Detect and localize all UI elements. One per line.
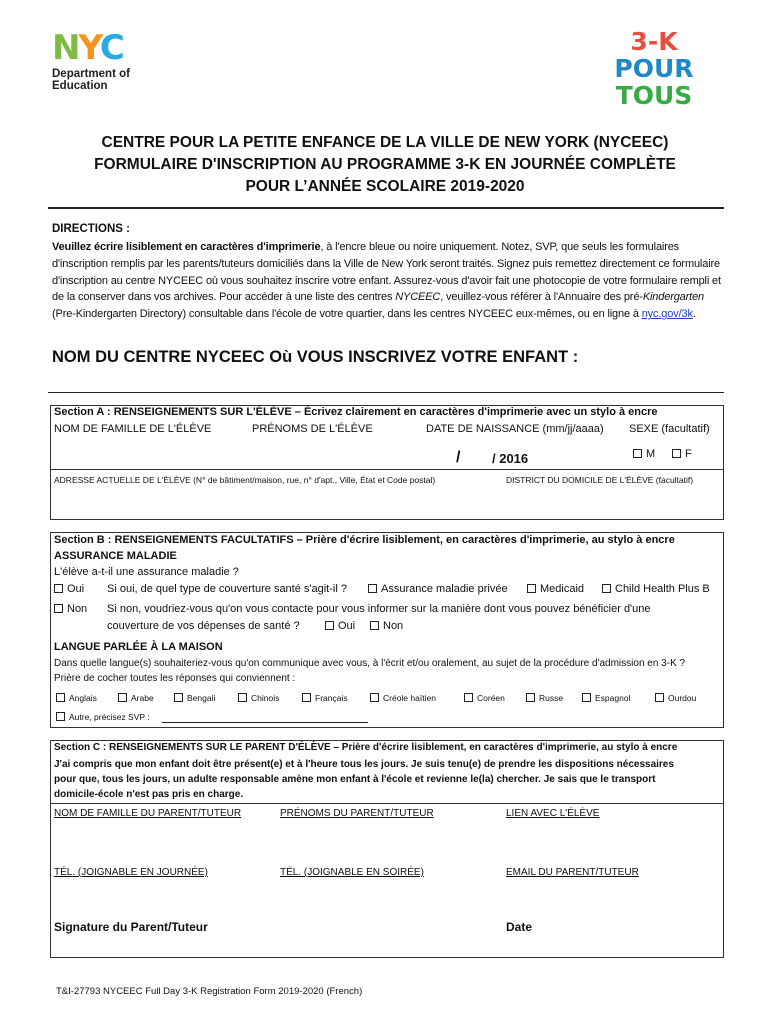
lang-coreen-option[interactable]: [464, 693, 505, 703]
lang-bengali-option[interactable]: [174, 693, 215, 703]
insurance-oui-option[interactable]: [54, 583, 84, 595]
tel-evening-label: TÉL. (JOIGNABLE EN SOIRÉE): [280, 867, 424, 878]
checkbox-icon[interactable]: [118, 693, 127, 702]
contact-question-line2: couverture de vos dépenses de santé ?: [107, 620, 300, 632]
directions-italic1: NYCEEC: [395, 291, 441, 304]
lang-anglais-option[interactable]: [56, 693, 97, 703]
lang-ourdou-label: Ourdou: [668, 693, 697, 703]
lang-espagnol-option[interactable]: [582, 693, 630, 703]
checkbox-icon[interactable]: [368, 584, 377, 593]
checkbox-icon[interactable]: [582, 693, 591, 702]
insurance-type-question: Si oui, de quel type de couverture santé s'agit-il ?: [107, 583, 347, 595]
tel-day-label: TÉL. (JOIGNABLE EN JOURNÉE): [54, 867, 208, 878]
directions-text: [52, 239, 728, 323]
logo-line-3k: 3-K: [630, 27, 678, 56]
insurance-non-label: Non: [67, 603, 88, 615]
private-insurance-option[interactable]: [368, 583, 508, 595]
lang-francais-label: Français: [315, 693, 348, 703]
nyc-doe-logo: [52, 30, 162, 102]
lang-arabe-label: Arabe: [131, 693, 154, 703]
language-note: Prière de cocher toutes les réponses qui conviennent :: [54, 673, 296, 684]
language-heading: LANGUE PARLÉE À LA MAISON: [54, 641, 223, 653]
lang-arabe-option[interactable]: [118, 693, 154, 703]
lang-anglais-label: Anglais: [69, 693, 97, 703]
contact-non-label: Non: [383, 620, 404, 632]
private-insurance-label: Assurance maladie privée: [381, 583, 508, 595]
logo-line-tous: TOUS: [615, 81, 693, 110]
title-line3: POUR L’ANNÉE SCOLAIRE 2019-2020: [245, 178, 525, 195]
lang-bengali-label: Bengali: [187, 693, 216, 703]
center-name-line[interactable]: [48, 392, 724, 393]
insurance-oui-label: Oui: [67, 583, 85, 595]
nyc-logo-y: Y: [78, 28, 100, 68]
student-first-name-label: PRÉNOMS DE L'ÉLÈVE: [252, 423, 373, 435]
title-line1: CENTRE POUR LA PETITE ENFANCE DE LA VILLE DE NEW YORK (NYCEEC): [101, 134, 669, 151]
directions-text1: , à l'encre bleue ou noire uniquement. Notez, SVP, que seuls les formulaires d'inscription remplis par les parents/tuteurs domiciliés dans la Ville de New York seront traités. Signez puis remettez directement ce formulaire d'inscription au centre NYCEEC où vous souhaitez inscrire votre enfant. Assurez-vous d'avoir fait une photocopie de votre formulaire rempli et de la conserver dans vos archives. Pour accéder à une liste des centres: [52, 241, 721, 304]
language-question: Dans quelle langue(s) souhaiteriez-vous qu'on communique avec vous, à l'écrit et/ou oralement, au sujet de la procédure d'admission en 3-K ?: [54, 658, 686, 669]
directions-bold-lead: Veuillez écrire lisiblement en caractères d'imprimerie: [52, 241, 321, 253]
checkbox-icon[interactable]: [370, 693, 379, 702]
doe-line2: Education: [52, 80, 108, 92]
directions-text3: (Pre-Kindergarten Directory) consultable dans l'école de votre quartier, dans les centres NYCEEC eux-mêmes, ou en ligne à: [52, 308, 642, 321]
lang-other-label: Autre, précisez SVP :: [69, 712, 150, 722]
checkbox-icon[interactable]: [602, 584, 611, 593]
checkbox-icon[interactable]: [238, 693, 247, 702]
student-last-name-label: NOM DE FAMILLE DE L'ÉLÈVE: [54, 423, 212, 435]
nyc-logo-letters: [52, 30, 162, 66]
lang-russe-label: Russe: [539, 693, 564, 703]
lang-francais-option[interactable]: [302, 693, 348, 703]
title-line2: FORMULAIRE D'INSCRIPTION AU PROGRAMME 3-K EN JOURNÉE COMPLÈTE: [94, 156, 676, 173]
section-a-heading: Section A : RENSEIGNEMENTS SUR L'ÉLÈVE – Écrivez clairement en caractères d'imprimerie avec un stylo à encre: [54, 406, 658, 418]
lang-chinois-label: Chinois: [251, 693, 280, 703]
footer-form-id: T&I-27793 NYCEEC Full Day 3-K Registration Form 2019-2020 (French): [56, 986, 363, 997]
form-title: [40, 132, 730, 198]
contact-oui-option[interactable]: [325, 620, 355, 632]
directions-italic2: Kindergarten: [642, 291, 704, 304]
lang-creole-label: Créole haïtien: [383, 693, 436, 703]
checkbox-icon[interactable]: [633, 449, 642, 458]
statement-line3: domicile-école n'est pas pris en charge.: [54, 789, 244, 800]
dob-slash: /: [456, 449, 461, 466]
logo-line-pour: POUR: [614, 54, 694, 83]
contact-oui-label: Oui: [338, 620, 356, 632]
lang-chinois-option[interactable]: [238, 693, 279, 703]
insurance-heading: ASSURANCE MALADIE: [54, 550, 177, 562]
checkbox-icon[interactable]: [527, 584, 536, 593]
lang-coreen-label: Coréen: [477, 693, 505, 703]
child-health-plus-label: Child Health Plus B: [615, 583, 710, 595]
directions-text2: , veuillez-vous référer à l'Annuaire des pré-: [440, 291, 643, 304]
section-a-divider: [50, 469, 724, 470]
parent-first-name-label: PRÉNOMS DU PARENT/TUTEUR: [280, 808, 434, 819]
3k-pour-tous-logo: [604, 28, 704, 109]
checkbox-icon[interactable]: [54, 584, 63, 593]
checkbox-icon[interactable]: [56, 693, 65, 702]
section-c-heading: Section C : RENSEIGNEMENTS SUR LE PARENT D'ÉLÈVE – Prière d'écrire lisiblement, en caractères d'imprimerie, au stylo à encre: [54, 742, 678, 753]
lang-russe-option[interactable]: [526, 693, 563, 703]
doe-line1: Department of: [52, 68, 130, 80]
lang-other-option[interactable]: [56, 712, 150, 722]
date-label: Date: [506, 920, 533, 934]
directions-text4: .: [692, 308, 696, 321]
checkbox-icon[interactable]: [672, 449, 681, 458]
dob-label: DATE DE NAISSANCE (mm/jj/aaaa): [426, 423, 604, 435]
checkbox-icon[interactable]: [370, 621, 379, 630]
checkbox-icon[interactable]: [302, 693, 311, 702]
sex-m-label: M: [646, 448, 656, 460]
statement-line2: pour que, tous les jours, un adulte responsable amène mon enfant à l'école et revienne le(la) chercher. Je sais que le transport: [54, 774, 656, 785]
nyc-logo-c: C: [99, 28, 123, 68]
sex-f-label: F: [685, 448, 692, 460]
parent-last-name-label: NOM DE FAMILLE DU PARENT/TUTEUR: [54, 808, 242, 819]
section-c-divider: [50, 803, 724, 804]
checkbox-icon[interactable]: [174, 693, 183, 702]
insurance-question: L'élève a-t-il une assurance maladie ?: [54, 566, 239, 578]
checkbox-icon[interactable]: [56, 712, 65, 721]
checkbox-icon[interactable]: [325, 621, 334, 630]
section-b-heading: Section B : RENSEIGNEMENTS FACULTATIFS – Prière d'écrire lisiblement, en caractères d'imprimerie, au stylo à encre: [54, 534, 675, 546]
dob-year[interactable]: / 2016: [492, 451, 529, 466]
attendance-statement: [54, 757, 674, 802]
center-name-heading: NOM DU CENTRE NYCEEC Où VOUS INSCRIVEZ VOTRE ENFANT :: [52, 348, 579, 366]
sex-label: SEXE (facultatif): [629, 423, 710, 435]
directions-heading: DIRECTIONS :: [52, 223, 130, 235]
checkbox-icon[interactable]: [655, 693, 664, 702]
contact-non-option[interactable]: [370, 620, 403, 632]
statement-line1: J'ai compris que mon enfant doit être présent(e) et à l'heure tous les jours. Je suis tenu(e) de prendre les dispositions nécessaires: [54, 759, 674, 770]
lang-ourdou-option[interactable]: [655, 693, 696, 703]
checkbox-icon[interactable]: [526, 693, 535, 702]
sex-f-option[interactable]: [672, 448, 692, 460]
relation-label: LIEN AVEC L'ÉLÈVE: [506, 808, 600, 819]
contact-question-line1: Si non, voudriez-vous qu'on vous contacte pour vous informer sur la manière dont vous pouvez bénéficier d'une: [107, 603, 651, 615]
nyc-gov-3k-link[interactable]: nyc.gov/3k: [641, 308, 693, 321]
address-label: ADRESSE ACTUELLE DE L'ÉLÈVE (N° de bâtiment/maison, rue, n° d'apt., Ville, État et Code postal): [54, 475, 436, 485]
district-label: DISTRICT DU DOMICILE DE L'ÉLÈVE (facultatif): [506, 475, 694, 485]
nyc-logo-n: N: [52, 28, 79, 68]
lang-other-input-line[interactable]: [162, 722, 368, 723]
lang-creole-option[interactable]: [370, 693, 436, 703]
medicaid-option[interactable]: [527, 583, 584, 595]
signature-label: Signature du Parent/Tuteur: [54, 920, 208, 934]
sex-m-option[interactable]: [633, 448, 655, 460]
insurance-non-option[interactable]: [54, 603, 87, 615]
email-label: EMAIL DU PARENT/TUTEUR: [506, 867, 639, 878]
doe-text: [52, 68, 162, 92]
child-health-plus-option[interactable]: [602, 583, 710, 595]
checkbox-icon[interactable]: [464, 693, 473, 702]
checkbox-icon[interactable]: [54, 604, 63, 613]
medicaid-label: Medicaid: [540, 583, 585, 595]
title-rule: [48, 207, 724, 209]
lang-espagnol-label: Espagnol: [595, 693, 631, 703]
